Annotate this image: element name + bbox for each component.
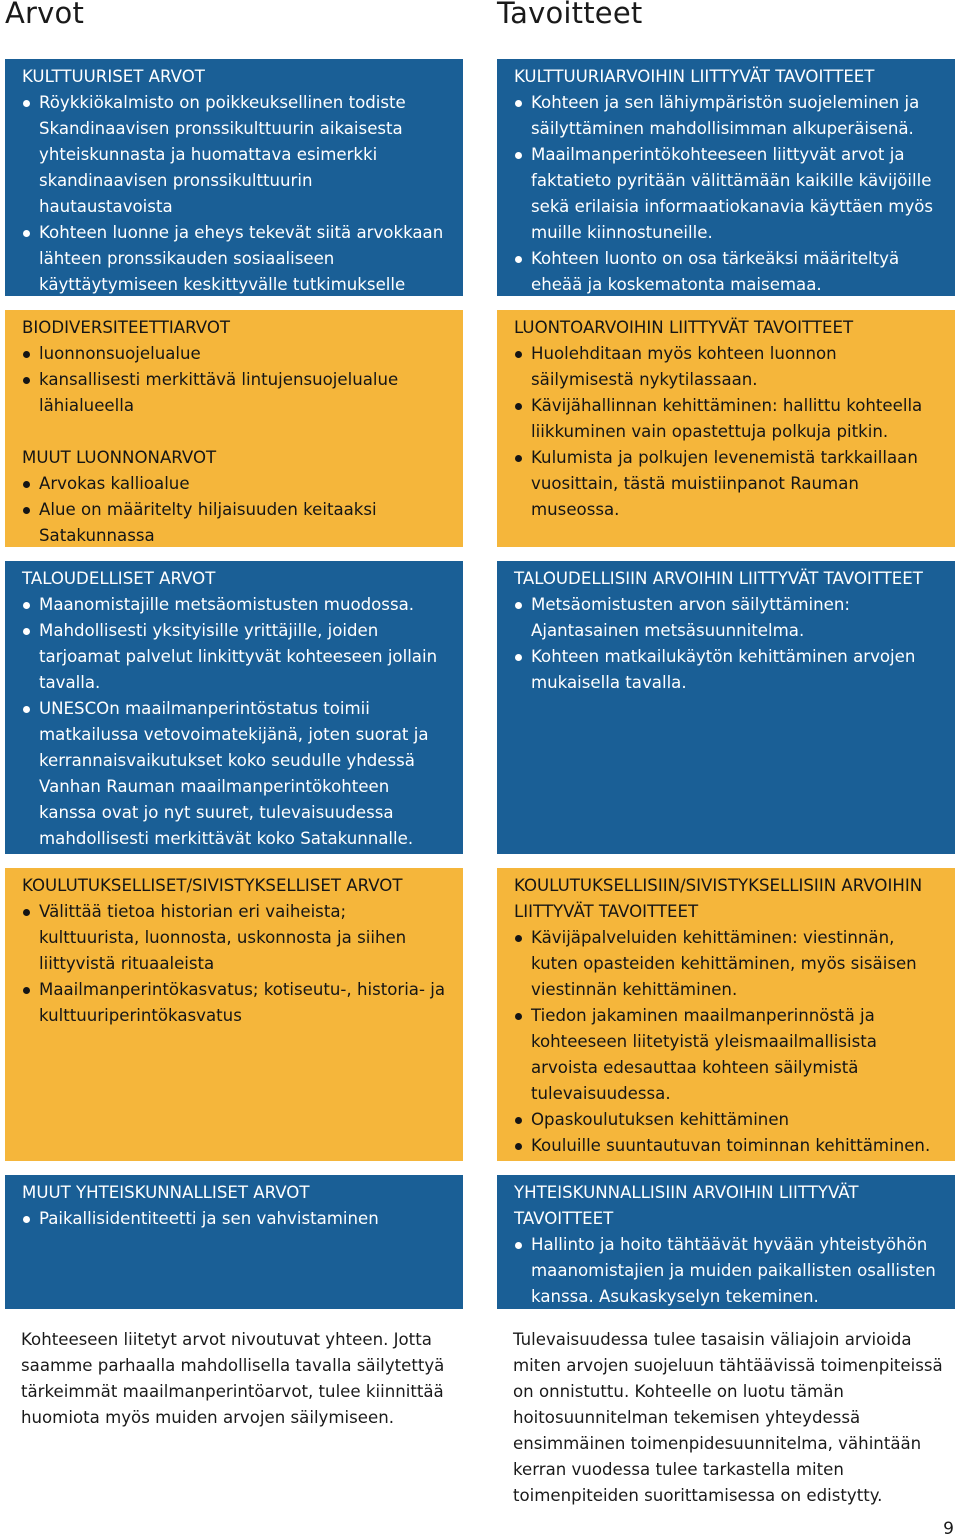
bullet-item: Röykkiökalmisto on poikkeuksellinen todiste Skandinaavisen pronssikulttuurin aikaisesta yhteiskunnasta ja huomattava esimerkki skandinaavisen pronssikulttuurin hautaustavoista xyxy=(22,90,449,220)
section-title: KULTTUURIARVOIHIN LIITTYVÄT TAVOITTEET xyxy=(514,67,875,86)
bullet-item: Kävijäpalveluiden kehittäminen: viestinnän, kuten opasteiden kehittäminen, myös sisäisen viestinnän kehittäminen. xyxy=(514,925,941,1003)
cultural-values-box xyxy=(5,59,463,296)
box-section xyxy=(22,315,449,419)
bullet-item: Kohteen luonto on osa tärkeäksi määriteltyä eheää ja koskematonta maisemaa. xyxy=(514,246,941,298)
bullet-list xyxy=(514,925,941,1159)
box-section xyxy=(22,566,449,852)
bullet-item: Maailmanperintökasvatus; kotiseutu-, historia- ja kulttuuriperintökasvatus xyxy=(22,977,449,1029)
box-section xyxy=(514,315,941,523)
bullet-item: Huolehditaan myös kohteen luonnon säilymisestä nykytilassaan. xyxy=(514,341,941,393)
bullet-list xyxy=(22,1206,449,1232)
section-title: KOULUTUKSELLISIIN/SIVISTYKSELLISIIN ARVOIHIN LIITTYVÄT TAVOITTEET xyxy=(514,876,923,921)
bullet-item: Kohteen luonne ja eheys tekevät siitä arvokkaan lähteen pronssikauden sosiaaliseen käyttäytymiseen keskittyvälle tutkimukselle xyxy=(22,220,449,298)
bullet-list xyxy=(22,471,449,549)
bullet-item: Kulumista ja polkujen levenemistä tarkkaillaan vuosittain, tästä muistiinpanot Rauman museossa. xyxy=(514,445,941,523)
goals-summary-paragraph: Tulevaisuudessa tulee tasaisin väliajoin arvioida miten arvojen suojeluun tähtäävissä toimenpiteissä on onnistuttu. Kohteelle on luotu tämän hoitosuunnitelman tekemisen yhteydessä ensimmäinen toimenpidesuunnitelma, vähintään kerran vuodessa tulee tarkastella miten toimenpiteiden suorittamisessa on edistytty. xyxy=(513,1330,943,1505)
bullet-item: Kohteen matkailukäytön kehittäminen arvojen mukaisella tavalla. xyxy=(514,644,941,696)
box-section xyxy=(22,64,449,324)
values-summary-paragraph: Kohteeseen liitetyt arvot nivoutuvat yhteen. Jotta saamme parhaalla mahdollisella tavalla säilytettyä tärkeimmät maailmanperintöarvot, tulee kiinnittää huomiota myös muiden arvojen säilymiseen. xyxy=(21,1330,445,1427)
section-title: MUUT YHTEISKUNNALLISET ARVOT xyxy=(22,1183,310,1202)
bullet-item: Mahdollisesti yksityisille yrittäjille, joiden tarjoamat palvelut linkittyvät kohteeseen jollain tavalla. xyxy=(22,618,449,696)
box-section xyxy=(514,1180,941,1310)
bullet-list xyxy=(22,899,449,1029)
box-section xyxy=(22,1180,449,1232)
bullet-item: Maanomistajille metsäomistusten muodossa. xyxy=(22,592,449,618)
bullet-item: Hallinto ja hoito tähtäävät hyvään yhteistyöhön maanomistajien ja muiden paikallisten osallisten kanssa. Asukaskyselyn tekeminen. xyxy=(514,1232,941,1310)
page-number: 9 xyxy=(943,1519,954,1539)
box-section xyxy=(514,566,941,696)
section-title: YHTEISKUNNALLISIIN ARVOIHIN LIITTYVÄT TAVOITTEET xyxy=(514,1183,859,1228)
bullet-item: Maailmanperintökohteeseen liittyvät arvot ja faktatieto pyritään välittämään kaikille kävijöille sekä erilaisia informaatiokanavia käyttäen myös muille kiinnostuneille. xyxy=(514,142,941,246)
bullet-item: Tiedon jakaminen maailmanperinnöstä ja kohteeseen liitetyistä yleismaailmallisista arvoista edesauttaa kohteen säilymistä tulevaisuudessa. xyxy=(514,1003,941,1107)
box-section xyxy=(22,445,449,549)
bullet-item: Kohteen ja sen lähiympäristön suojeleminen ja säilyttäminen mahdollisimman alkuperäisenä. xyxy=(514,90,941,142)
bullet-list xyxy=(22,341,449,419)
section-title: BIODIVERSITEETTIARVOT xyxy=(22,318,231,337)
values-column-heading: Arvot xyxy=(5,0,85,30)
bullet-item: Opaskoulutuksen kehittäminen xyxy=(514,1107,941,1133)
bullet-list xyxy=(514,90,941,298)
bullet-item: Paikallisidentiteetti ja sen vahvistaminen xyxy=(22,1206,449,1232)
bullet-item: Kävijähallinnan kehittäminen: hallittu kohteella liikkuminen vain opastettuja polkuja pitkin. xyxy=(514,393,941,445)
economic-goals-box xyxy=(497,561,955,854)
bullet-item: UNESCOn maailmanperintöstatus toimii matkailussa vetovoimatekijänä, joten suorat ja kerrannaisvaikutukset koko seudulle yhdessä Vanhan Rauman maailmanperintökohteen kanssa ovat jo nyt suuret, tulevaisuudessa mahdollisesti merkittävät koko Satakunnalle. xyxy=(22,696,449,852)
bullet-item: Välittää tietoa historian eri vaiheista; kulttuurista, luonnosta, uskonnosta ja siihen liittyvistä rituaaleista xyxy=(22,899,449,977)
bullet-list xyxy=(22,592,449,852)
section-title: LUONTOARVOIHIN LIITTYVÄT TAVOITTEET xyxy=(514,318,854,337)
cultural-goals-box xyxy=(497,59,955,296)
bullet-item: Alue on määritelty hiljaisuuden keitaaksi Satakunnassa xyxy=(22,497,449,549)
bullet-item: kansallisesti merkittävä lintujensuojelualue lähialueella xyxy=(22,367,449,419)
economic-values-box xyxy=(5,561,463,854)
societal-values-box xyxy=(5,1175,463,1309)
box-section xyxy=(514,873,941,1159)
nature-values-box xyxy=(5,310,463,547)
section-title: TALOUDELLISIIN ARVOIHIN LIITTYVÄT TAVOITTEET xyxy=(514,569,923,588)
bullet-item: luonnonsuojelualue xyxy=(22,341,449,367)
bullet-item: Kouluille suuntautuvan toiminnan kehittäminen. xyxy=(514,1133,941,1159)
bullet-list xyxy=(514,341,941,523)
nature-goals-box xyxy=(497,310,955,547)
bullet-list xyxy=(22,90,449,324)
section-title: KULTTUURISET ARVOT xyxy=(22,67,205,86)
box-section xyxy=(22,873,449,1029)
bullet-list xyxy=(514,592,941,696)
box-section xyxy=(514,64,941,298)
section-title: KOULUTUKSELLISET/SIVISTYKSELLISET ARVOT xyxy=(22,876,403,895)
bullet-list xyxy=(514,1232,941,1310)
bullet-item: Arvokas kallioalue xyxy=(22,471,449,497)
section-title: MUUT LUONNONARVOT xyxy=(22,448,217,467)
educational-goals-box xyxy=(497,868,955,1161)
educational-values-box xyxy=(5,868,463,1161)
societal-goals-box xyxy=(497,1175,955,1309)
goals-column-heading: Tavoitteet xyxy=(497,0,643,30)
bullet-item: Metsäomistusten arvon säilyttäminen: Ajantasainen metsäsuunnitelma. xyxy=(514,592,941,644)
section-title: TALOUDELLISET ARVOT xyxy=(22,569,216,588)
